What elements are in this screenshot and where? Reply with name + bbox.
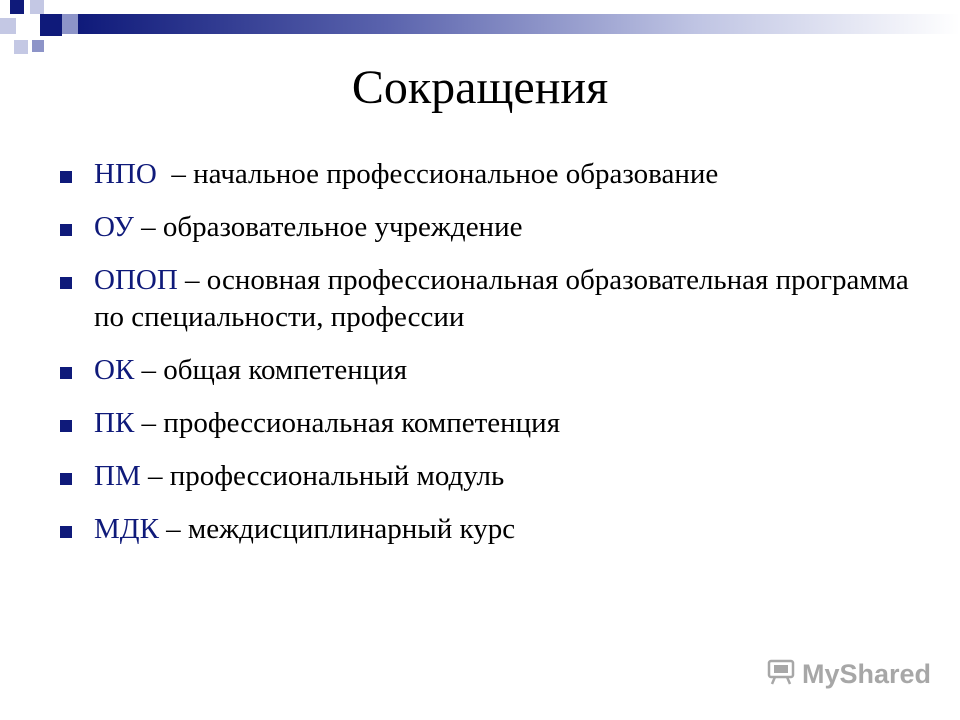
watermark-text: MyShared: [802, 658, 932, 689]
list-item: [58, 156, 918, 193]
corner-square-light: [30, 0, 44, 14]
slide-title: Сокращения: [351, 61, 609, 114]
square-bullet-icon: [60, 526, 72, 538]
definition: – профессиональный модуль: [140, 460, 505, 492]
definition: – начальное профессиональное образование: [156, 158, 719, 190]
list-item: [58, 405, 918, 442]
list-item: [58, 511, 918, 548]
definition: – основная профессиональная образовательная программа по специальности, профессии: [94, 264, 909, 333]
corner-square-dark: [10, 0, 24, 14]
definition: – профессиональная компетенция: [134, 407, 561, 439]
presentation-board-icon: [766, 657, 796, 692]
header-gradient-bar: [78, 14, 960, 34]
square-bullet-icon: [60, 367, 72, 379]
definition: – образовательное учреждение: [133, 211, 523, 243]
square-bullet-icon: [60, 171, 72, 183]
square-bullet-icon: [60, 473, 72, 485]
square-bullet-icon: [60, 277, 72, 289]
corner-square-light: [0, 18, 16, 34]
corner-square-light: [14, 40, 28, 54]
definition: – междисциплинарный курс: [158, 513, 516, 545]
list-item: [58, 209, 918, 246]
abbreviation: НПО: [94, 158, 157, 190]
corner-square-dark: [40, 14, 62, 36]
corner-square-mid: [62, 14, 78, 34]
abbreviation-list: [58, 156, 918, 564]
abbreviation: ОК: [94, 354, 135, 386]
abbreviation: ПК: [94, 407, 135, 439]
myshared-watermark: [766, 656, 936, 692]
square-bullet-icon: [60, 224, 72, 236]
square-bullet-icon: [60, 420, 72, 432]
list-item: [58, 458, 918, 495]
definition: – общая компетенция: [134, 354, 408, 386]
abbreviation: ОУ: [94, 211, 134, 243]
list-item: [58, 352, 918, 389]
corner-square-mid: [32, 40, 44, 52]
abbreviation: ПМ: [94, 460, 141, 492]
abbreviation: ОПОП: [94, 264, 178, 296]
list-item: [58, 262, 918, 336]
abbreviation: МДК: [94, 513, 159, 545]
